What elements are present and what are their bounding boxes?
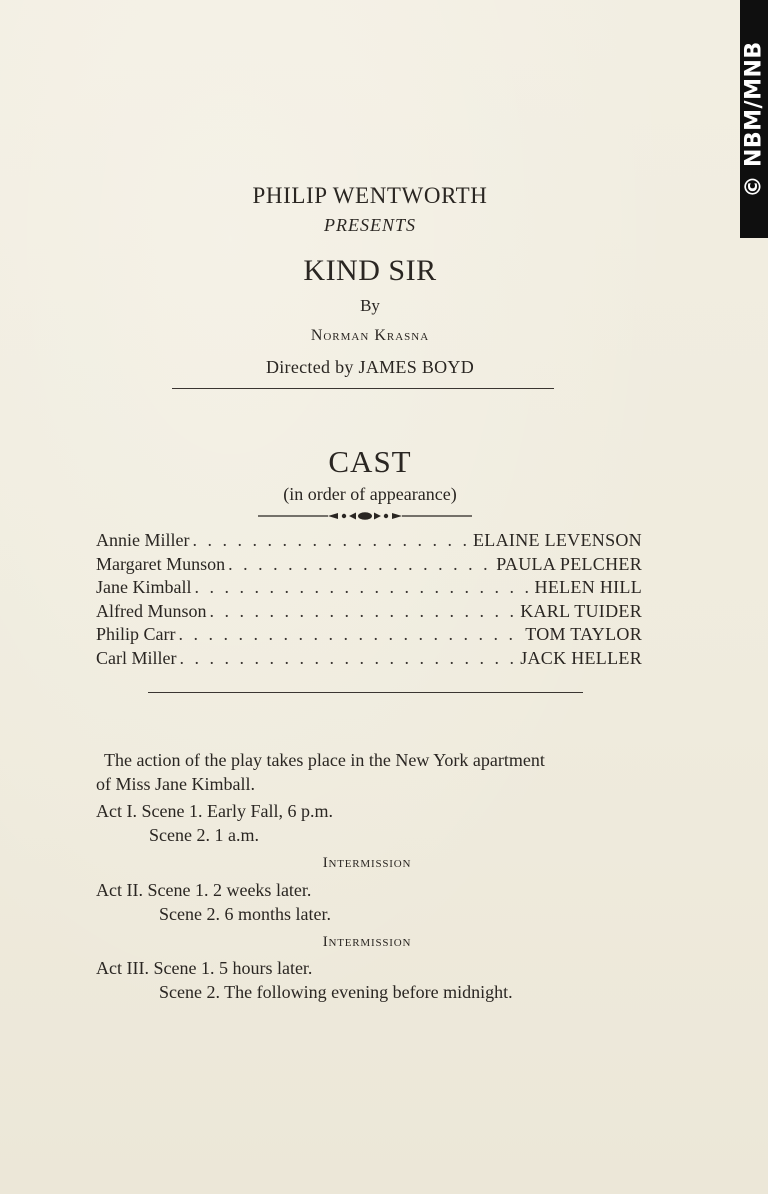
cast-actor: JACK HELLER (520, 647, 642, 668)
cast-actor: KARL TUIDER (520, 600, 642, 621)
leader-dots (194, 577, 531, 598)
intermission-1: Intermission (322, 855, 412, 871)
producer-name: PHILIP WENTWORTH (252, 183, 488, 208)
cast-role: Annie Miller (96, 530, 190, 550)
act1-scene1: Act I. Scene 1. Early Fall, 6 p.m. (96, 801, 333, 821)
setting-line-2: of Miss Jane Kimball. (96, 774, 255, 794)
leader-dots (228, 554, 493, 575)
setting-line-1: The action of the play takes place in the New York apartment (104, 750, 545, 770)
leader-dots (192, 530, 470, 551)
act2-scene2: Scene 2. 6 months later. (159, 904, 331, 924)
cast-row (96, 624, 642, 648)
cast-actor: ELAINE LEVENSON (473, 530, 642, 550)
cast-subheading: (in order of appearance) (283, 484, 457, 504)
cast-row (96, 577, 642, 601)
cast-role: Alfred Munson (96, 600, 207, 621)
cast-actor: PAULA PELCHER (496, 553, 642, 574)
cast-row (96, 601, 642, 625)
cast-role: Jane Kimball (96, 577, 192, 598)
cast-role: Margaret Munson (96, 553, 226, 574)
leader-dots (210, 601, 518, 622)
by-label: By (360, 296, 380, 315)
act3-scene2: Scene 2. The following evening before midnight. (159, 982, 513, 1002)
presents-label: PRESENTS (324, 215, 416, 235)
cast-actor: HELEN HILL (534, 577, 642, 598)
divider-top (172, 388, 554, 389)
cast-row (96, 554, 642, 578)
cast-row (96, 530, 642, 554)
act2-scene1: Act II. Scene 1. 2 weeks later. (96, 880, 312, 900)
leader-dots (179, 648, 517, 669)
director-credit: Directed by JAMES BOYD (265, 357, 475, 377)
act1-scene2: Scene 2. 1 a.m. (149, 825, 259, 845)
divider-bottom (148, 692, 583, 693)
watermark-text: © NBM/MNB (741, 40, 767, 198)
copyright-watermark (740, 0, 768, 238)
cast-heading: CAST (328, 444, 412, 479)
play-title: KIND SIR (303, 254, 437, 287)
cast-list (96, 530, 642, 672)
leader-dots (179, 624, 523, 645)
cast-actor: TOM TAYLOR (525, 624, 642, 645)
ornament-divider (258, 509, 472, 523)
author-name: Norman Krasna (310, 327, 430, 344)
intermission-2: Intermission (322, 934, 412, 950)
cast-row (96, 648, 642, 672)
setting-description (96, 748, 656, 796)
act3-scene1: Act III. Scene 1. 5 hours later. (96, 958, 313, 978)
cast-role: Carl Miller (96, 647, 177, 668)
cast-role: Philip Carr (96, 624, 176, 645)
